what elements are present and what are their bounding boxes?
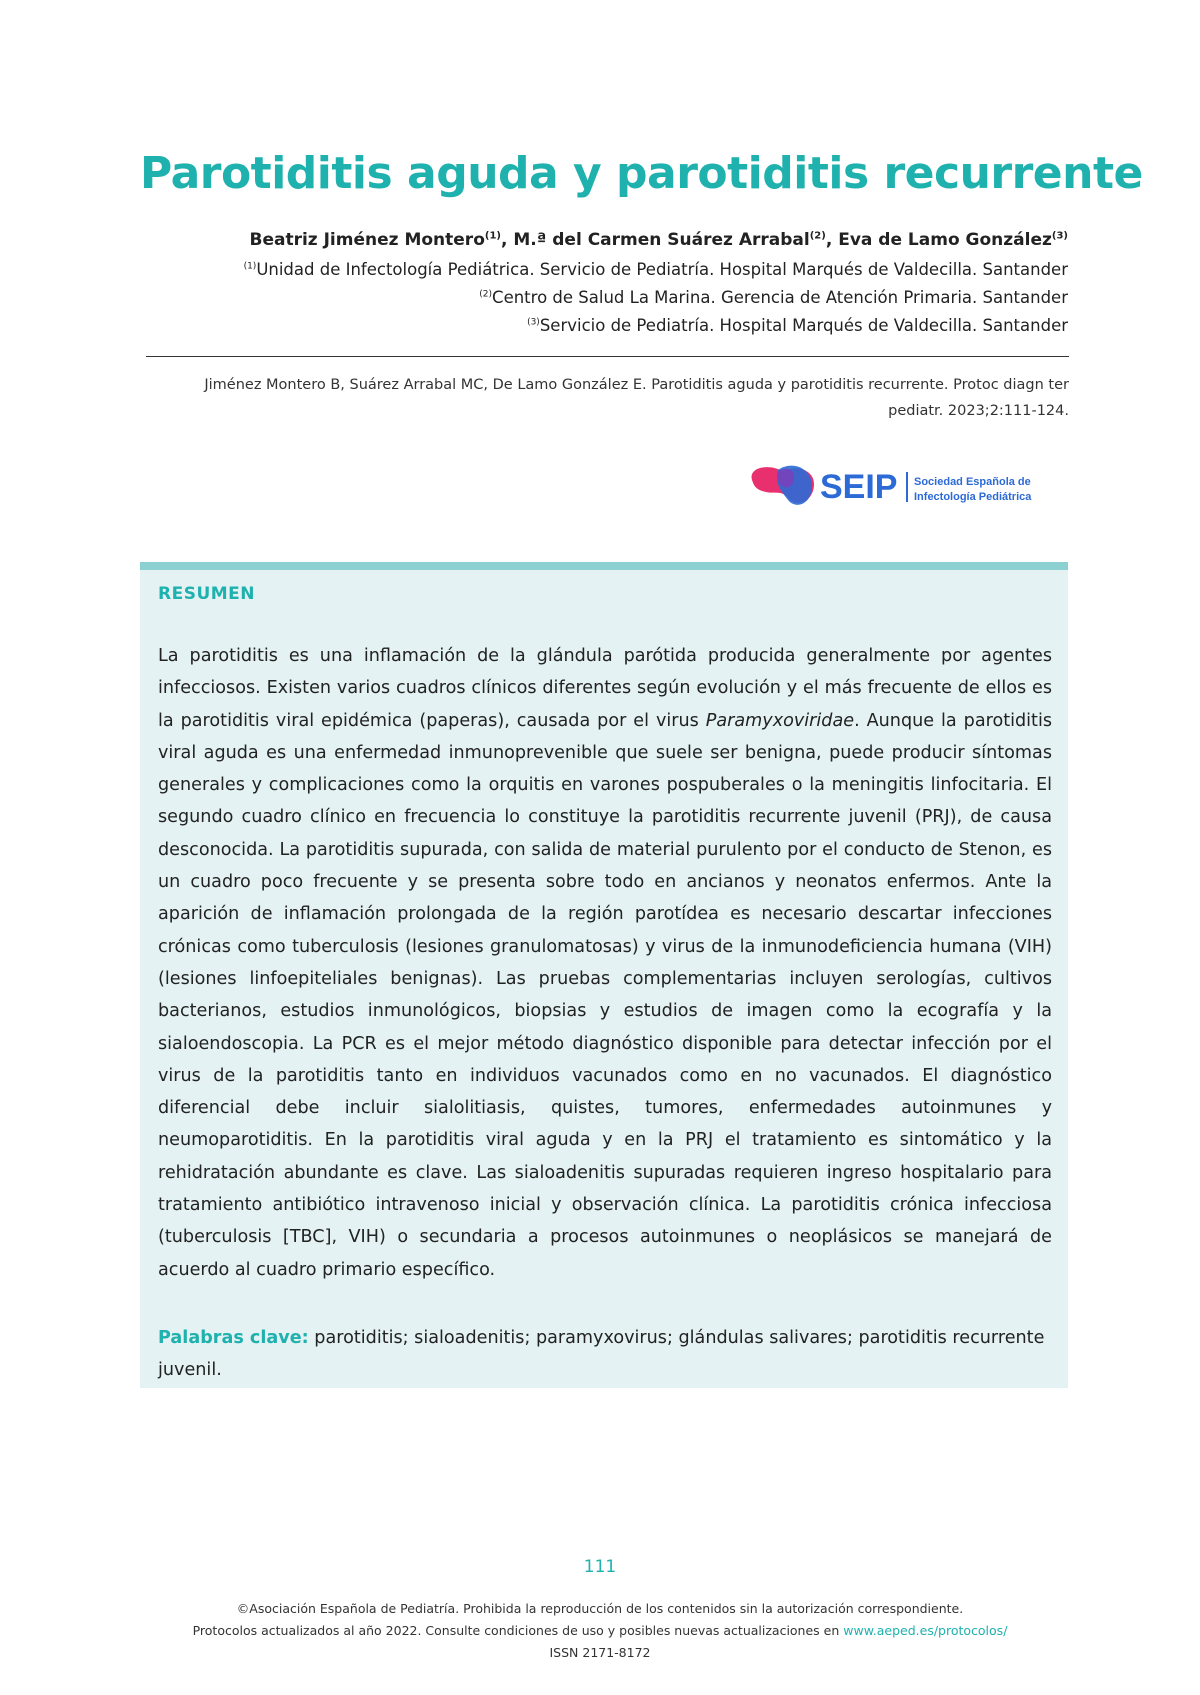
- abstract-box: [140, 562, 1068, 1388]
- author-name: Eva de Lamo González: [838, 230, 1052, 250]
- affiliation-text: Centro de Salud La Marina. Gerencia de Atención Primaria. Santander: [492, 288, 1068, 307]
- keywords-label: Palabras clave:: [158, 1328, 309, 1348]
- abstract-heading: RESUMEN: [158, 584, 256, 604]
- author-list: [140, 230, 1068, 250]
- citation-line-1: Jiménez Montero B, Suárez Arrabal MC, De Lamo González E. Parotiditis aguda y parotiditis recurrente. Protoc diagn ter: [204, 377, 1069, 393]
- footer-link[interactable]: www.aeped.es/protocolos/: [843, 1623, 1008, 1638]
- logo-acronym: SEIP: [820, 468, 898, 506]
- footer-line-2: [0, 1623, 1200, 1638]
- header-divider: [146, 356, 1069, 357]
- footer-copyright: ©Asociación Española de Pediatría. Prohibida la reproducción de los contenidos sin la autorización correspondiente.: [236, 1601, 964, 1616]
- abstract-body: [158, 640, 1052, 1286]
- affiliation-text: Unidad de Infectología Pediátrica. Servicio de Pediatría. Hospital Marqués de Valdecilla. Santander: [256, 260, 1068, 279]
- author-separator: ,: [500, 230, 514, 250]
- author-ref: (2): [809, 230, 826, 242]
- affiliation-ref: (1): [243, 261, 257, 272]
- footer-issn: ISSN 2171-8172: [549, 1645, 651, 1660]
- abstract-text: La parotiditis es una inflamación de la glándula parótida producida generalmente por agentes infecciosos. Existen varios cuadros clínicos diferentes según evolución y el más frecuente de ellos es la parotiditis viral epidémica (paperas), causada por el virus: [158, 646, 1052, 731]
- author-ref: (3): [1051, 230, 1068, 242]
- abstract-italic: Paramyxoviridae: [705, 710, 855, 731]
- affiliation-ref: (2): [479, 289, 493, 300]
- affiliation-1: [140, 260, 1068, 279]
- affiliation-ref: (3): [527, 317, 540, 328]
- seip-logo-icon: [748, 458, 1070, 516]
- logo-line-2: Infectología Pediátrica: [914, 491, 1032, 503]
- author-ref: (1): [484, 230, 501, 242]
- affiliation-3: [140, 316, 1068, 335]
- logo-line-1: Sociedad Española de: [914, 476, 1031, 488]
- footer-text: Protocolos actualizados al año 2022. Consulte condiciones de uso y posibles nuevas actualizaciones en: [192, 1623, 844, 1638]
- author-name: Beatriz Jiménez Montero: [249, 230, 485, 250]
- page-number: 111: [583, 1557, 617, 1577]
- author-separator: ,: [825, 230, 839, 250]
- abstract-text: . Aunque la parotiditis viral aguda es una enfermedad inmunoprevenible que suele ser benigna, puede producir síntomas generales y complicaciones como la orquitis en varones pospuberales o la meningitis linfocitaria. El segundo cuadro clínico en frecuencia lo constituye la parotiditis recurrente juvenil (PRJ), de causa desconocida. La parotiditis supurada, con salida de material purulento por el conducto de Stenon, es un cuadro poco frecuente y se presenta sobre todo en ancianos y neonatos enfermos. Ante la aparición de inflamación prolongada de la región parotídea es necesario descartar infecciones crónicas como tuberculosis (lesiones granulomatosas) y virus de la inmunodeficiencia humana (VIH) (lesiones linfoepiteliales benignas). Las pruebas complementarias incluyen serologías, cultivos bacterianos, estudios inmunológicos, biopsias y estudios de imagen como la ecografía y la sialoendoscopia. La PCR es el mejor método diagnóstico disponible para detectar infección por el virus de la parotiditis tanto en individuos vacunados como en no vacunados. El diagnóstico diferencial debe incluir sialolitiasis, quistes, tumores, enfermedades autoinmunes y neumoparotiditis. En la parotiditis viral aguda y en la PRJ el tratamiento es sintomático y la rehidratación abundante es clave. Las sialoadenitis supuradas requieren ingreso hospitalario para tratamiento antibiótico intravenoso inicial y observación clínica. La parotiditis crónica infecciosa (tuberculosis [TBC], VIH) o secundaria a procesos autoinmunes o neoplásicos se manejará de acuerdo al cuadro primario específico.: [158, 710, 1053, 1280]
- keywords: [158, 1322, 1052, 1386]
- seip-logo: [748, 458, 1070, 516]
- affiliation-2: [140, 288, 1068, 307]
- keywords-text: parotiditis; sialoadenitis; paramyxovirus; glándulas salivares; parotiditis recurrente juvenil.: [158, 1328, 1045, 1380]
- affiliation-text: Servicio de Pediatría. Hospital Marqués de Valdecilla. Santander: [539, 316, 1068, 335]
- author-name: M.ª del Carmen Suárez Arrabal: [513, 230, 810, 250]
- article-title: Parotiditis aguda y parotiditis recurrente: [140, 148, 1143, 199]
- citation-line-2: pediatr. 2023;2:111-124.: [888, 403, 1069, 419]
- citation: [146, 372, 1069, 424]
